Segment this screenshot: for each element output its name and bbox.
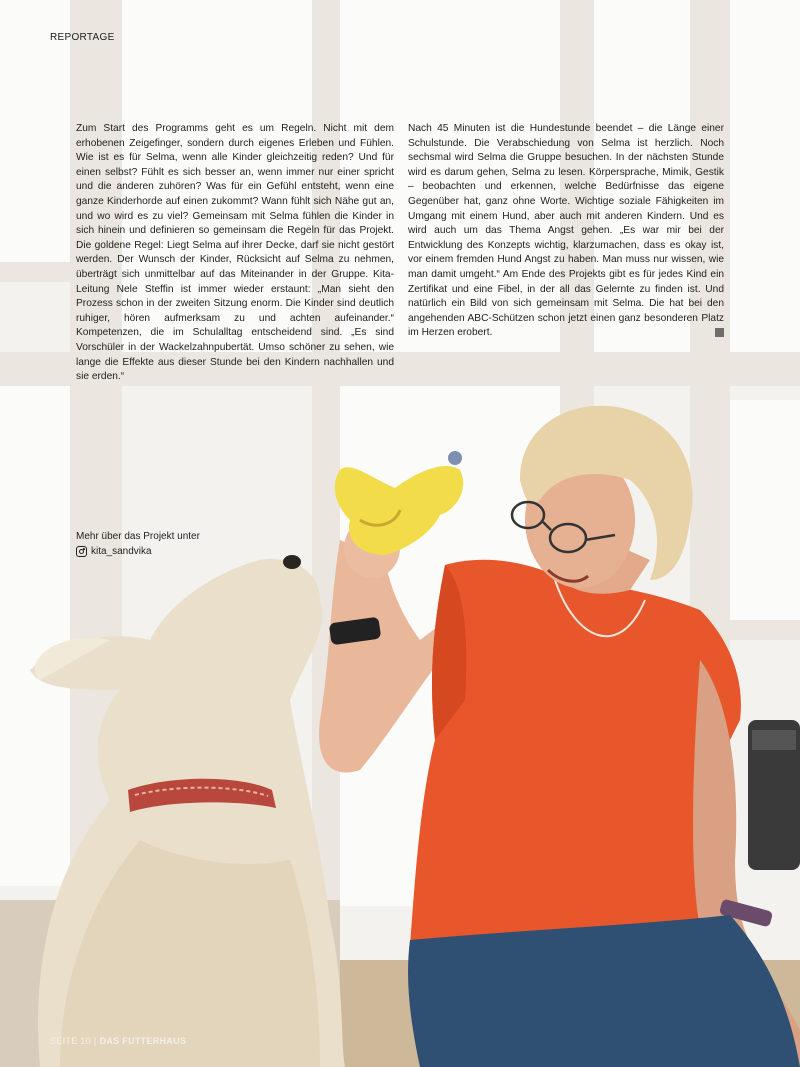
page-number: SEITE 10 — [50, 1036, 91, 1046]
article-paragraph-right — [408, 122, 724, 341]
article-text-right: Nach 45 Minuten ist die Hundestunde beendet – die Länge einer Schulstunde. Die Verabschiedung von Selma ist herzlich. Noch sechsmal wird Selma die Gruppe besuchen. In der nächsten Stunde wird es darum gehen, Selma zu lesen. Körpersprache, Mimik, Gestik – beobachten und erkennen, welche Bedürfnisse das eigene Gegenüber hat, ganz ohne Worte. Wichtige soziale Fähigkeiten im Umgang mit einem Hund, aber auch mit anderen Kindern. Und es wird auch um das Thema Angst gehen. „Es war mir bei der Entwicklung des Konzepts wichtig, klarzumachen, dass es okay ist, vor einem fremden Hund Angst zu haben. Man muss nur wissen, wie man damit umgeht.“ Am Ende des Projekts gibt es für jedes Kind ein Zertifikat und eine Fibel, in der all das Gelernte zu finden ist. Und natürlich ein Bild von sich gemeinsam mit Selma. Die hat bei den angehenden ABC-Schützen schon jetzt einen ganz besonderen Platz im Herzen erobert. — [408, 123, 724, 339]
end-of-article-square — [715, 328, 724, 337]
article-column-left — [76, 122, 394, 385]
more-info-label: Mehr über das Projekt unter — [76, 531, 200, 542]
instagram-handle[interactable]: kita_sandvika — [91, 546, 152, 557]
page-footer — [50, 1036, 186, 1046]
section-label: REPORTAGE — [50, 32, 115, 43]
instagram-icon — [76, 546, 87, 557]
thermos — [748, 720, 800, 870]
more-info-block — [76, 529, 200, 559]
article-column-right — [408, 122, 724, 341]
footer-separator: | — [93, 1036, 97, 1046]
footer-brand: DAS FUTTERHAUS — [99, 1036, 187, 1046]
article-paragraph-left: Zum Start des Programms geht es um Regeln. Nicht mit dem erhobenen Zeigefinger, sondern durch eigenes Erleben und Fühlen. Wie ist es für Selma, wenn alle Kinder gleichzeitig reden? Und für einen selbst? Fühlt es sich besser an, wenn immer nur einer spricht und die anderen zuhören? Was für ein Gefühl entsteht, wenn eine ganze Kinderhorde auf einen zukommt? Wann fühlt sich Nähe gut an, und wo wird es zu viel? Gemeinsam mit Selma fühlen die Kinder in sich hinein und definieren so gemeinsam die Regeln für das Projekt. Die goldene Regel: Liegt Selma auf ihrer Decke, darf sie nicht gestört werden. Der Wunsch der Kinder, Rücksicht auf Selma zu nehmen, überträgt sich unmittelbar auf das Miteinander in der Gruppe. Kita-Leitung Nele Steffin ist immer wieder erstaunt: „Man sieht den Prozess schon in der zweiten Sitzung enorm. Die Kinder sind deutlich ruhiger, hören aufmerksam zu und achten aufeinander.“ Kompetenzen, die im Schulalltag entscheidend sind. „Es sind Vorschüler in der Wackelzahnpubertät. Umso schöner zu sehen, wie lange die Effekte aus dieser Stunde bei den Kindern nachhallen und sie erden.“ — [76, 123, 394, 383]
instagram-handle-row[interactable] — [76, 544, 200, 559]
